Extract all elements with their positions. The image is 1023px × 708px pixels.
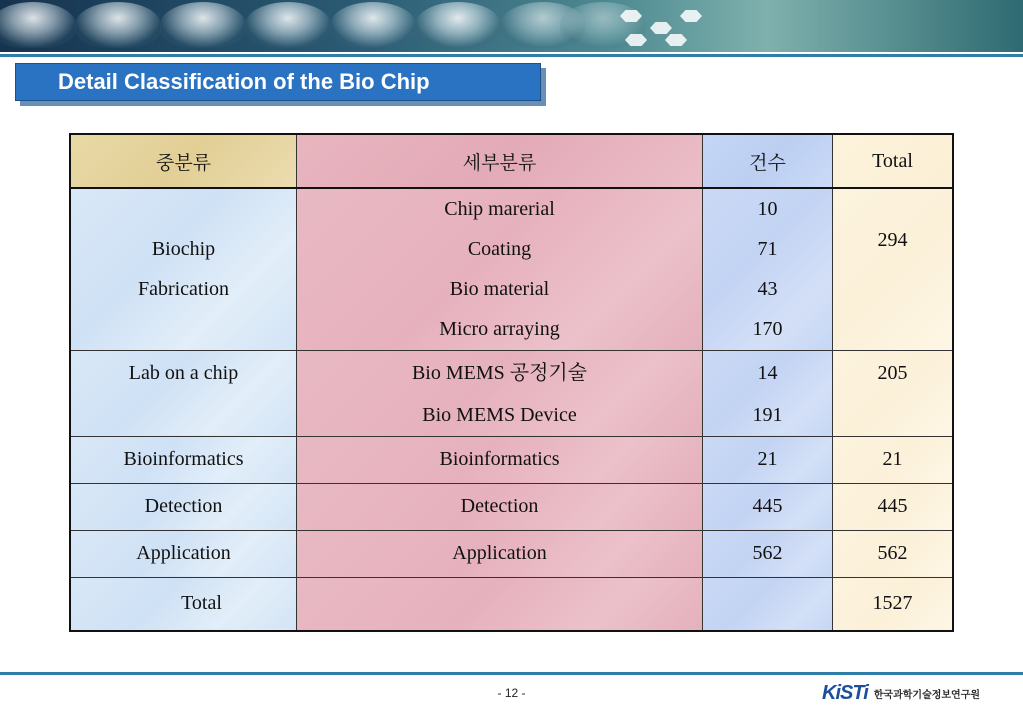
top-rule: [0, 54, 1023, 57]
total-value: 294: [877, 229, 908, 252]
table-header-row: [70, 134, 953, 188]
table-row: [70, 530, 953, 577]
grand-total-label: Total: [70, 577, 297, 631]
logo-mark: KiSTi: [822, 681, 868, 704]
subcategory-label: Application: [297, 530, 703, 577]
category-label: Biochip: [151, 238, 216, 261]
header-banner: [0, 0, 1023, 52]
count-value: 21: [703, 436, 833, 483]
count-value: 562: [703, 530, 833, 577]
decorative-glass-image: [330, 2, 416, 48]
subcategory-label: Bio MEMS 공정기술: [411, 361, 588, 384]
category-cell: [70, 188, 297, 350]
count-value: 14: [757, 361, 778, 384]
subcategory-label: Micro arraying: [439, 318, 560, 341]
count-value: 43: [757, 278, 778, 301]
category-label: Detection: [70, 483, 297, 530]
kisti-logo: [822, 680, 1022, 706]
header-cell-category: 중분류: [70, 134, 297, 188]
total-cell: [833, 188, 954, 350]
empty-cell: [297, 577, 703, 631]
header-cell-total: Total: [833, 134, 954, 188]
subcategory-label: Chip marerial: [444, 198, 555, 221]
count-value: 191: [752, 403, 783, 426]
decorative-glass-image: [160, 2, 246, 48]
category-label: Application: [70, 530, 297, 577]
count-value: 10: [757, 198, 778, 221]
decorative-hexagon: [650, 22, 672, 34]
classification-table: [69, 133, 954, 632]
table-row: [70, 483, 953, 530]
total-value: 562: [833, 530, 954, 577]
decorative-glass-image: [245, 2, 331, 48]
count-value: 445: [703, 483, 833, 530]
table-row: [70, 436, 953, 483]
subcategory-cell: [297, 188, 703, 350]
grand-total-value: 1527: [833, 577, 954, 631]
decorative-glass-image: [415, 2, 501, 48]
category-label: Bioinformatics: [70, 436, 297, 483]
org-name: 한국과학기술정보연구원: [873, 689, 981, 701]
subcategory-label: Coating: [467, 238, 532, 261]
total-value: 445: [833, 483, 954, 530]
total-cell: [833, 350, 954, 436]
decorative-glass-image: [0, 2, 76, 48]
slide-title: Detail Classification of the Bio Chip: [58, 69, 430, 94]
page-number: - 12 -: [497, 686, 526, 700]
subcategory-label: Detection: [297, 483, 703, 530]
total-value: 21: [833, 436, 954, 483]
grand-total-row: [70, 577, 953, 631]
subcategory-label: Bio MEMS Device: [422, 403, 577, 426]
table-row: [70, 188, 953, 350]
decorative-hexagon: [680, 10, 702, 22]
decorative-hexagon: [665, 34, 687, 46]
header-cell-subcategory: 세부분류: [297, 134, 703, 188]
subcategory-label: Bioinformatics: [297, 436, 703, 483]
bottom-rule: [0, 672, 1023, 675]
decorative-glass-image: [75, 2, 161, 48]
count-cell: [703, 188, 833, 350]
category-label: Lab on a chip: [128, 361, 239, 384]
count-value: 71: [757, 238, 778, 261]
count-value: 170: [752, 318, 783, 341]
subcategory-cell: [297, 350, 703, 436]
header-cell-count: 건수: [703, 134, 833, 188]
category-label: Fabrication: [137, 278, 230, 301]
count-cell: [703, 350, 833, 436]
total-value: 205: [877, 361, 908, 384]
category-cell: [70, 350, 297, 436]
slide-title-box: [15, 63, 541, 101]
empty-cell: [703, 577, 833, 631]
subcategory-label: Bio material: [449, 278, 550, 301]
table-row: [70, 350, 953, 436]
